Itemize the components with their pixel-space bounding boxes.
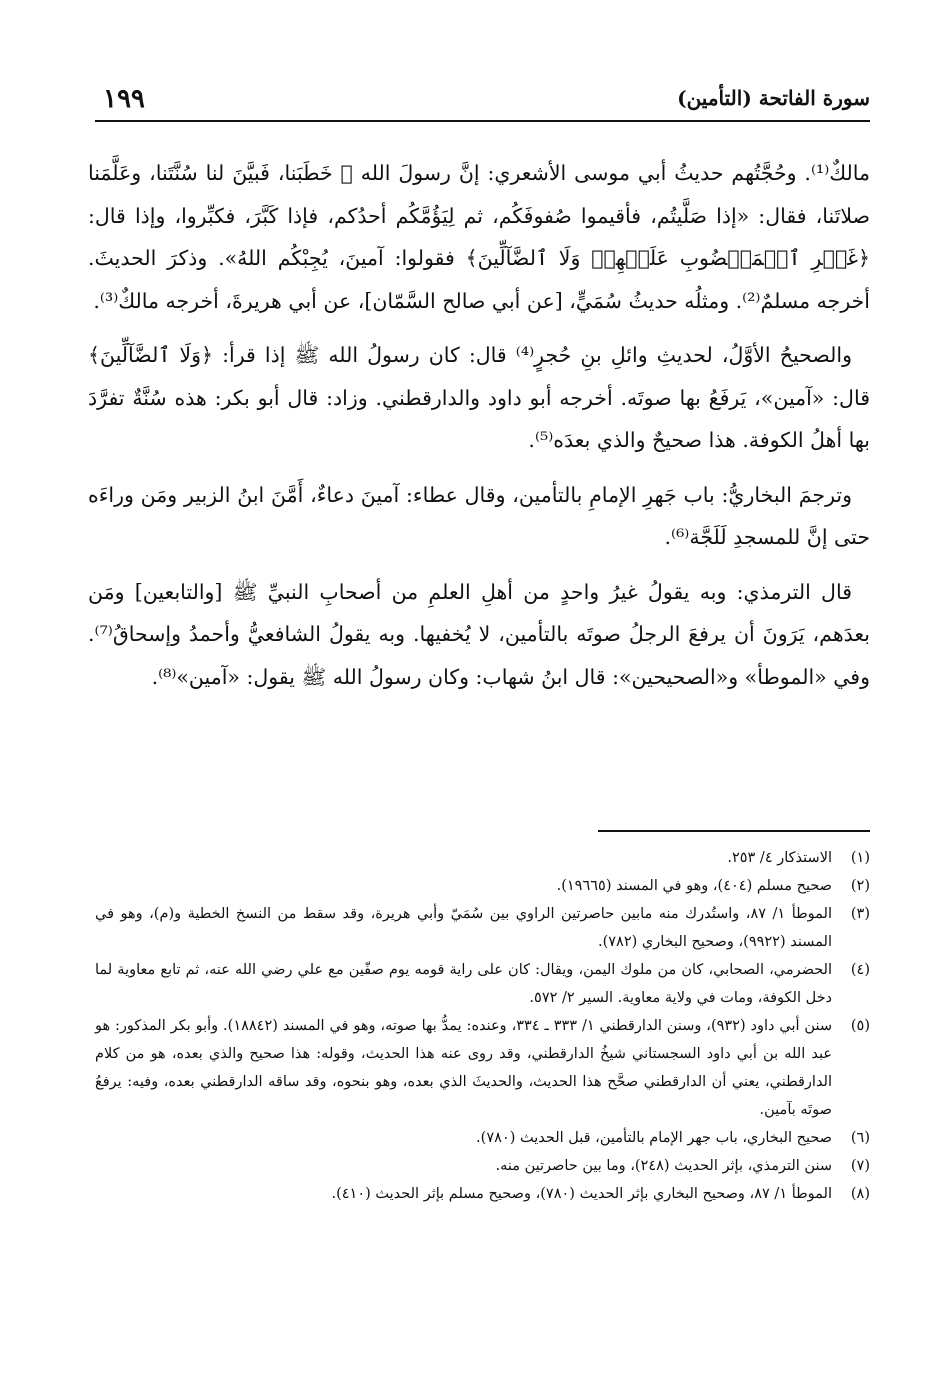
footnote-text: الموطأ ١/ ٨٧، واستُدرك منه مابين حاصرتين الراوي بين سُمَيّ وأبي هريرة، وقد سقط من النسخ الخطية و(م)، وهو في المسند (٩٩٢٢)، وصحيح البخاري (٧٨٢). (95, 906, 832, 950)
footnote-text: الحضرمي، الصحابي، كان من ملوك اليمن، ويقال: كان على راية قومه يوم صفّين مع علي رضي الله عنه، ثم تابع معاوية لما دخل الكوفة، ومات في ولاية معاوية. السير ٢/ ٥٧٢. (95, 962, 832, 1006)
body-paragraph: مالكٌ⁽¹⁾. وحُجَّتُهم حديثُ أبي موسى الأشعري: إنَّ رسولَ الله ﷺ خَطَبَنا، فَبيَّنَ لنا سُنَّتَنا، وعَلَّمَنا صلاتَنا، فقال: «إذا صَلَّيتُم، فأقيموا صُفوفَكُم، ثم لِيَؤُمَّكُم أحدُكم، فإذا كَبَّرَ، فكبِّروا، وإذا قال: ﴿غَيۡرِ ٱلۡمَغۡضُوبِ عَلَيۡهِمۡ وَلَا ٱلضَّآلِّينَ﴾ فقولوا: آمينَ، يُجِبْكُم اللهُ». وذكرَ الحديثَ. أخرجه مسلمٌ⁽²⁾. ومثلُه حديثُ سُمَيٍّ، [عن أبي صالح السَّمّان]، عن أبي هريرةَ، أخرجه مالكٌ⁽³⁾. (88, 161, 870, 313)
footnote-number: (١) (850, 850, 870, 866)
body-paragraph: والصحيحُ الأوَّلُ، لحديثِ وائلِ بنِ حُجرٍ⁽⁴⁾ قال: كان رسولُ الله ﷺ إذا قرأ: ﴿وَلَا ٱلضَّآلِّينَ﴾ قال: «آمين»، يَرفَعُ بها صوتَه. أخرجه أبو داود والدارقطني. وزاد: قال أبو بكر: هذه سُنَّةٌ تفرَّدَ بها أهلُ الكوفة. هذا صحيحٌ والذي بعدَه⁽⁵⁾. (88, 343, 870, 452)
footnote-number: (٨) (850, 1186, 870, 1202)
footnote (95, 900, 870, 956)
footnote-text: سنن الترمذي، بإثر الحديث (٢٤٨)، وما بين حاصرتين منه. (495, 1158, 832, 1174)
footnote-text: صحيح البخاري، باب جهر الإمام بالتأمين، قبل الحديث (٧٨٠). (476, 1130, 832, 1146)
footnote-text: الموطأ ١/ ٨٧، وصحيح البخاري بإثر الحديث (٧٨٠)، وصحيح مسلم بإثر الحديث (٤١٠). (331, 1186, 832, 1202)
footnote-number: (٤) (850, 962, 870, 978)
footnote (95, 1180, 870, 1208)
main-text (88, 152, 870, 710)
page-header (95, 62, 870, 122)
body-paragraph: وترجمَ البخاريُّ: باب جَهرِ الإمامِ بالتأمين، وقال عطاء: آمينَ دعاءٌ، أَمَّنَ ابنُ الزبير ومَن وراءَه حتى إنَّ للمسجدِ لَلَجَّة⁽⁶⁾. (88, 482, 870, 549)
body-paragraph: قال الترمذي: وبه يقولُ غيرُ واحدٍ من أهلِ العلمِ من أصحابِ النبيِّ ﷺ [والتابعين] ومَن بعدَهم، يَرَونَ أن يرفعَ الرجلُ صوتَه بالتأمين، لا يُخفيها. وبه يقولُ الشافعيُّ وأحمدُ وإسحاقُ⁽⁷⁾. وفي «الموطأ» و«الصحيحين»: قال ابنُ شهاب: وكان رسولُ الله ﷺ يقول: «آمين»⁽⁸⁾. (88, 579, 870, 689)
footnote (95, 1012, 870, 1124)
footnote (95, 1152, 870, 1180)
footnote (95, 872, 870, 900)
footnote-number: (٦) (850, 1130, 870, 1146)
footnote (95, 1124, 870, 1152)
footnote-separator (598, 830, 870, 832)
footnote (95, 844, 870, 872)
footnote-number: (٢) (850, 878, 870, 894)
footnote-text: الاستذكار ٤/ ٢٥٣. (727, 850, 832, 866)
footnote-text: صحيح مسلم (٤٠٤)، وهو في المسند (١٩٦٦٥). (556, 878, 832, 894)
footnote-number: (٧) (850, 1158, 870, 1174)
footnotes (95, 844, 870, 1208)
footnote-number: (٥) (850, 1018, 870, 1034)
footnote-text: سنن أبي داود (٩٣٢)، وسنن الدارقطني ١/ ٣٣٣ ـ ٣٣٤، وعنده: يمدُّ بها صوته، وهو في المسند (١٨٨٤٢). وأبو بكر المذكور: هو عبد الله بن أبي داود السجستاني شيخُ الدارقطني، وقد روى عنه هذا الحديث، وقوله: هذا صحيح والذي بعده، هو من كلام الدارقطني، يعني أن الدارقطني صحَّح هذا الحديث، والحديثَ الذي بعده، وهو بنحوه، وقد ساقه الدارقطني بعده، وفيه: يرفعُ صوتَه بآمين. (95, 1018, 832, 1118)
page-number: ١٩٩ (103, 84, 145, 114)
running-title: سورة الفاتحة (التأمين) (677, 86, 870, 110)
footnote (95, 956, 870, 1012)
footnote-number: (٣) (850, 906, 870, 922)
